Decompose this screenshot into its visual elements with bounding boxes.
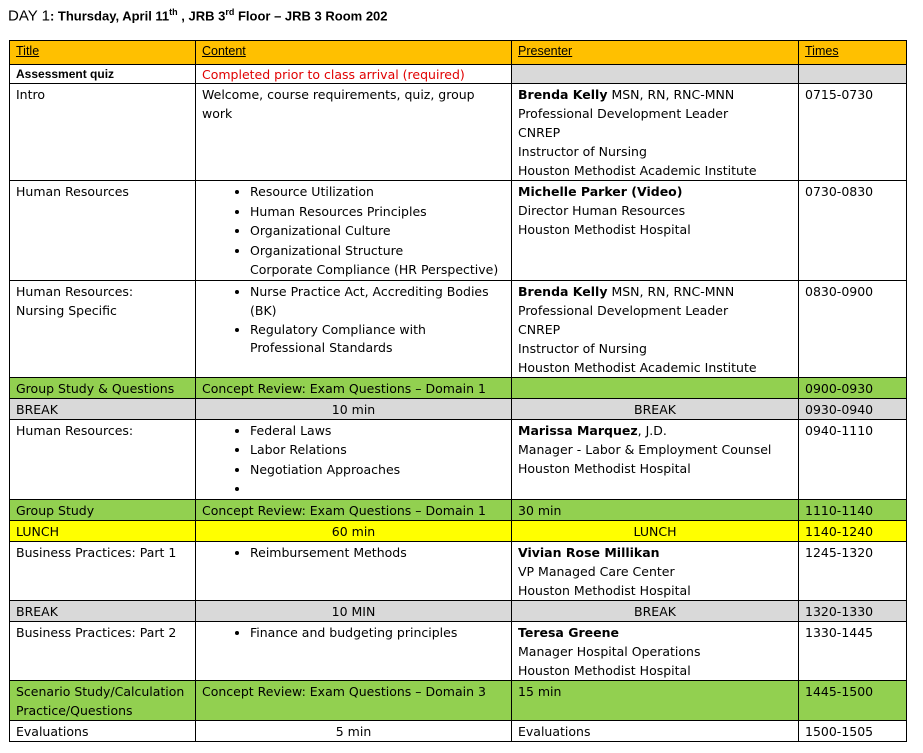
column-header-title: Title: [10, 41, 196, 65]
column-header-presenter: Presenter: [512, 41, 799, 65]
presenter-name: Michelle Parker (Video): [518, 184, 683, 199]
presenter-line: Houston Methodist Hospital: [518, 582, 691, 598]
row-title-line: Nursing Specific: [16, 302, 117, 318]
row-presenter: [512, 65, 799, 84]
row-content: [196, 181, 512, 281]
table-row: [10, 181, 907, 281]
list-item: • Nurse Practice Act, Accrediting Bodies (BK): [250, 282, 505, 321]
row-title-line: Practice/Questions: [16, 702, 133, 718]
schedule-table: [9, 40, 907, 742]
row-presenter: [512, 621, 799, 680]
row-time: 0715-0730: [799, 84, 907, 181]
day-label: DAY 1: [8, 7, 50, 25]
row-presenter: [512, 181, 799, 281]
list-item: • Resource Utilization: [250, 182, 505, 202]
presenter-credentials: , J.D.: [637, 422, 667, 438]
row-title: LUNCH: [10, 520, 196, 541]
row-presenter: BREAK: [512, 600, 799, 621]
row-presenter: [512, 280, 799, 377]
row-presenter: [512, 377, 799, 398]
title-sup-b: rd: [225, 7, 235, 17]
row-content: 10 MIN: [196, 600, 512, 621]
bullet-list: [202, 543, 505, 563]
list-item: • Organizational Structure: [250, 241, 505, 261]
row-title: Business Practices: Part 2: [10, 621, 196, 680]
table-row: [10, 600, 907, 621]
presenter-name: Marissa Marquez: [518, 422, 638, 438]
title-part-c: Floor – JRB 3 Room 202: [234, 8, 388, 24]
row-content: Concept Review: Exam Questions – Domain 1: [196, 377, 512, 398]
presenter-line: VP Managed Care Center: [518, 563, 675, 579]
row-title: Group Study & Questions: [10, 377, 196, 398]
presenter-line: CNREP: [518, 125, 561, 140]
row-title: BREAK: [10, 600, 196, 621]
row-time: 0730-0830: [799, 181, 907, 281]
row-presenter: 15 min: [512, 680, 799, 720]
presenter-line: Instructor of Nursing: [518, 340, 647, 356]
title-part-a: : Thursday, April 11: [49, 8, 170, 24]
row-title: Evaluations: [10, 720, 196, 741]
row-time: 1330-1445: [799, 621, 907, 680]
row-content: Welcome, course requirements, quiz, group work: [196, 84, 512, 181]
presenter-credentials: MSN, RN, RNC-MNN: [607, 283, 735, 299]
row-content: Completed prior to class arrival (required): [196, 65, 512, 84]
presenter-line: Houston Methodist Hospital: [518, 222, 691, 237]
presenter-line: Houston Methodist Academic Institute: [518, 359, 757, 375]
table-row: [10, 541, 907, 600]
table-row: [10, 377, 907, 398]
row-time: 0900-0930: [799, 377, 907, 398]
list-item: • Human Resources Principles: [250, 202, 505, 222]
row-title: Business Practices: Part 1: [10, 541, 196, 600]
presenter-line: Manager Hospital Operations: [518, 643, 701, 659]
row-title: BREAK: [10, 398, 196, 419]
presenter-line: Professional Development Leader: [518, 106, 729, 121]
table-row: [10, 499, 907, 520]
list-item: • Organizational Culture: [250, 221, 505, 241]
row-time: [799, 65, 907, 84]
table-row: [10, 680, 907, 720]
row-time: 1500-1505: [799, 720, 907, 741]
row-time: 1140-1240: [799, 520, 907, 541]
list-item: • Regulatory Compliance with Professional Standards: [250, 321, 505, 357]
row-presenter: [512, 541, 799, 600]
row-title: [10, 280, 196, 377]
row-title: [10, 680, 196, 720]
table-row: [10, 280, 907, 377]
row-time: 0830-0900: [799, 280, 907, 377]
presenter-line: Manager - Labor & Employment Counsel: [518, 441, 772, 457]
list-item: [250, 479, 505, 499]
row-title: Assessment quiz: [10, 65, 196, 84]
list-item: • Federal Laws: [250, 421, 505, 441]
row-content: Concept Review: Exam Questions – Domain 1: [196, 499, 512, 520]
row-title: Human Resources: [10, 181, 196, 281]
row-time: 1110-1140: [799, 499, 907, 520]
presenter-name: Brenda Kelly: [518, 283, 608, 299]
table-header-row: [10, 41, 907, 65]
presenter-line: CNREP: [518, 321, 561, 337]
presenter-line: Director Human Resources: [518, 203, 686, 218]
presenter-line: Instructor of Nursing: [518, 144, 647, 159]
row-title: Group Study: [10, 499, 196, 520]
row-presenter: LUNCH: [512, 520, 799, 541]
row-presenter: [512, 419, 799, 499]
bullet-list: [202, 623, 505, 643]
row-presenter: Evaluations: [512, 720, 799, 741]
presenter-line: Houston Methodist Hospital: [518, 662, 691, 678]
row-content: 60 min: [196, 520, 512, 541]
title-part-b: , JRB 3: [177, 8, 226, 24]
row-time: 1320-1330: [799, 600, 907, 621]
column-header-content: Content: [196, 41, 512, 65]
row-presenter: BREAK: [512, 398, 799, 419]
table-row: [10, 84, 907, 181]
presenter-credentials: MSN, RN, RNC-MNN: [607, 87, 735, 102]
row-content: [196, 280, 512, 377]
row-time: 1445-1500: [799, 680, 907, 720]
list-item: • Negotiation Approaches: [250, 460, 505, 480]
row-content: [196, 419, 512, 499]
row-title-line: Scenario Study/Calculation: [16, 683, 185, 699]
list-item: • Finance and budgeting principles: [250, 623, 505, 643]
table-row: [10, 720, 907, 741]
table-row: [10, 398, 907, 419]
list-item: • Labor Relations: [250, 440, 505, 460]
table-row: [10, 419, 907, 499]
presenter-name: Brenda Kelly: [518, 87, 608, 102]
table-row: [10, 621, 907, 680]
row-presenter: 30 min: [512, 499, 799, 520]
row-content: [196, 621, 512, 680]
presenter-line: Houston Methodist Academic Institute: [518, 163, 757, 178]
row-time: 1245-1320: [799, 541, 907, 600]
presenter-name: Teresa Greene: [518, 624, 619, 640]
row-time: 0940-1110: [799, 419, 907, 499]
row-title: Human Resources:: [10, 419, 196, 499]
presenter-line: Houston Methodist Hospital: [518, 460, 691, 476]
presenter-line: Professional Development Leader: [518, 302, 729, 318]
presenter-name: Vivian Rose Millikan: [518, 544, 660, 560]
row-content: 10 min: [196, 398, 512, 419]
page-title: [8, 7, 388, 24]
row-content: Concept Review: Exam Questions – Domain 3: [196, 680, 512, 720]
row-title-line: Human Resources:: [16, 283, 134, 299]
list-item: • Reimbursement Methods: [250, 543, 505, 563]
bullet-list: [202, 282, 505, 357]
column-header-times: Times: [799, 41, 907, 65]
table-row: [10, 520, 907, 541]
row-content: 5 min: [196, 720, 512, 741]
row-presenter: [512, 84, 799, 181]
bullet-list: [202, 182, 505, 280]
row-content: [196, 541, 512, 600]
row-title: Intro: [10, 84, 196, 181]
row-time: 0930-0940: [799, 398, 907, 419]
list-item: Corporate Compliance (HR Perspective): [250, 262, 499, 277]
title-sup-a: th: [169, 7, 178, 17]
table-row: [10, 65, 907, 84]
bullet-list: [202, 421, 505, 499]
